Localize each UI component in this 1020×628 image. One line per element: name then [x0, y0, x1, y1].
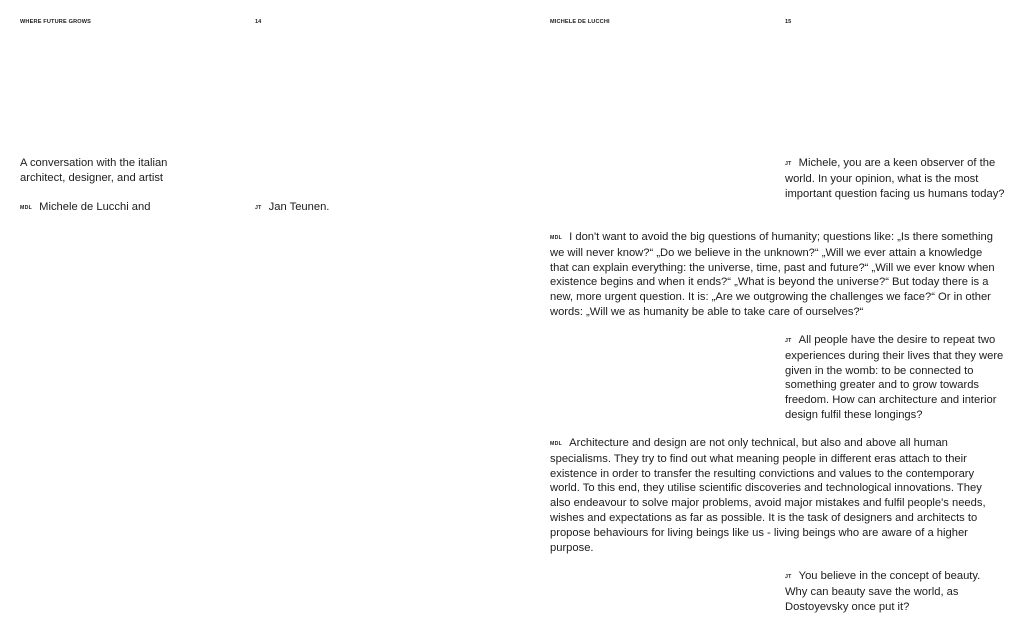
right-page	[510, 0, 1020, 628]
dialogue-text: Michele, you are a keen observer of the world. In your opinion, what is the most important question facing us humans today?	[785, 157, 1005, 200]
dialogue-answer	[550, 230, 1002, 320]
dialogue-answer	[550, 436, 996, 555]
speaker-intro-mdl	[20, 200, 240, 216]
dialogue-question	[785, 156, 1005, 201]
dialogue-text: All people have the desire to repeat two experiences during their lives that they were given in the womb: to be connected to something greater and to grow towards freedom. How can architecture and interior design fulfil these longings?	[785, 334, 1004, 421]
intro-heading-line: A conversation with the italian	[20, 157, 168, 169]
dialogue-text: I don't want to avoid the big questions of humanity; questions like: „Is there something we will never know?“ „Do we believe in the unknown?“ „Will we ever attain a knowledge that can explain everything: the universe, time, past and future?“ „Will we ever know when existence begins and when it ends?“ „What is beyond the universe?“ But today there is a new, more urgent question. It is: „Are we outgrowing the challenges we face?“ Or in other words: „Will we as humanity be able to take care of ourselves?“	[550, 231, 995, 318]
speaker-tag: JT	[255, 205, 262, 211]
intro-heading	[20, 156, 220, 186]
page-number-right: 15	[785, 19, 792, 25]
dialogue-question	[785, 569, 995, 614]
speaker-name: Jan Teunen.	[268, 201, 330, 213]
speaker-tag: MDL	[550, 235, 563, 241]
intro-heading-line: architect, designer, and artist	[20, 171, 164, 184]
speaker-name: Michele de Lucchi and	[39, 201, 151, 213]
speaker-tag: JT	[785, 338, 792, 344]
speaker-tag: MDL	[20, 205, 33, 211]
running-head-left: WHERE FUTURE GROWS	[20, 19, 92, 25]
speaker-tag: JT	[785, 161, 792, 167]
speaker-tag: JT	[785, 574, 792, 580]
dialogue-text: Architecture and design are not only technical, but also and above all human specialisms. They try to find out what meaning people in different eras attach to their existence in order to transfer the resulting convictions and values to the contemporary world. To this end, they utilise scientific discoveries and technological innovations. They also endeavour to solve major problems, avoid major mistakes and fulfil people's needs, wishes and expectations as far as possible. It is the task of designers and architects to propose behaviours for living beings like us - living beings who are aware of a higher purpose.	[550, 437, 986, 554]
page-number-left: 14	[255, 19, 262, 25]
dialogue-text: You believe in the concept of beauty. Why can beauty save the world, as Dostoyevsky once put it?	[785, 570, 981, 613]
speaker-intro-jt	[255, 200, 455, 216]
speaker-tag: MDL	[550, 441, 563, 447]
dialogue-question	[785, 333, 1005, 423]
running-head-right: MICHELE DE LUCCHI	[550, 19, 610, 25]
